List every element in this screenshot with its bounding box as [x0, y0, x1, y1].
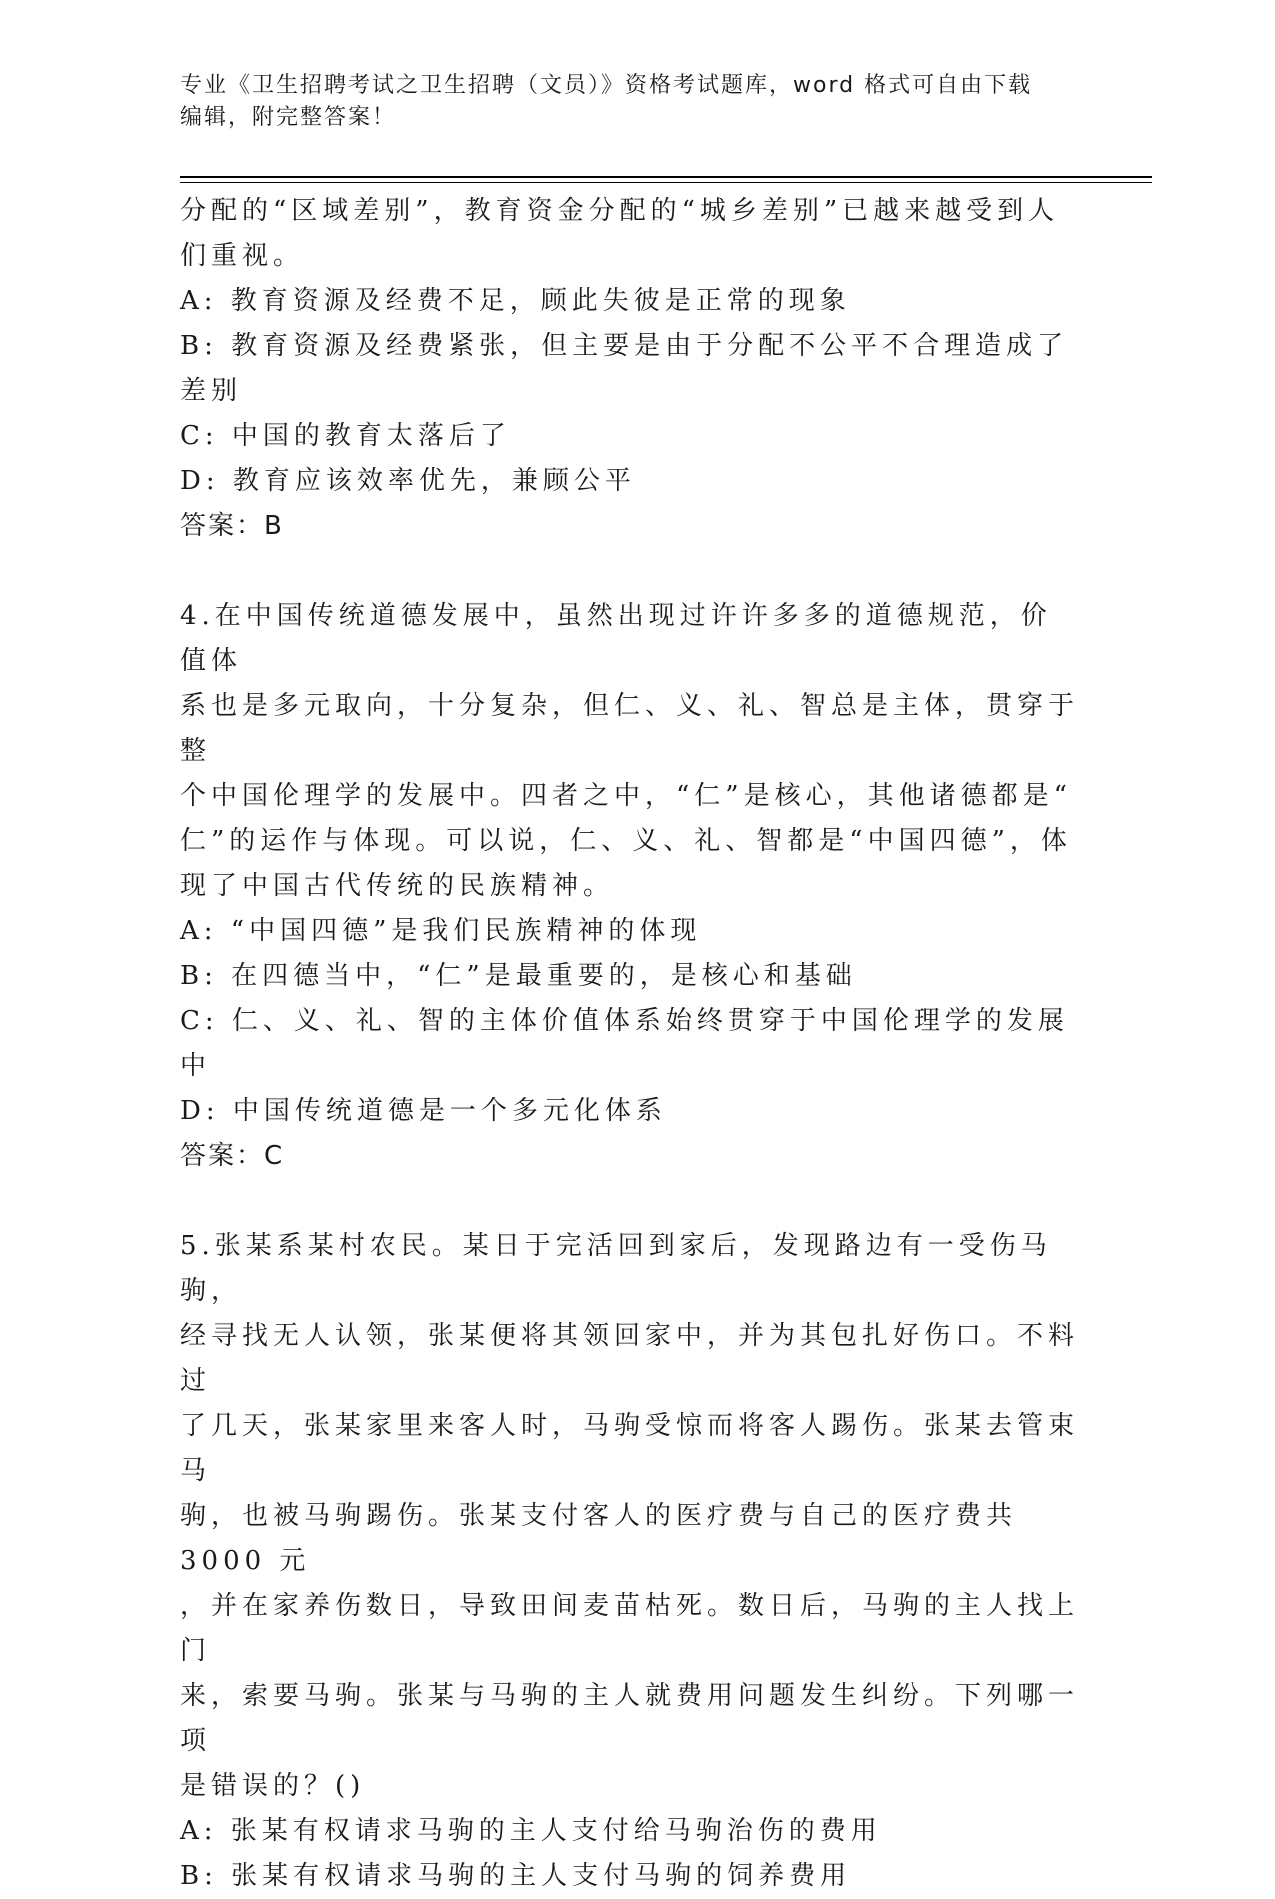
header-rule-thin: [180, 182, 1152, 183]
option-d: D: 教育应该效率优先，兼顾公平: [180, 466, 636, 496]
question-text-line: 驹，也被马驹踢伤。张某支付客人的医疗费与自己的医疗费共 3000 元: [180, 1501, 1018, 1576]
header-line-1: 专业《卫生招聘考试之卫生招聘（文员）》资格考试题库，word 格式可自由下载: [180, 73, 1033, 98]
question-text-line: 分配的“区域差别”，教育资金分配的“城乡差别”已越来越受到人: [180, 196, 1060, 226]
option-c: C: 中国的教育太落后了: [180, 421, 511, 451]
question-text-line: 仁”的运作与体现。可以说，仁、义、礼、智都是“中国四德”，体: [180, 826, 1072, 856]
question-text-line: 个中国伦理学的发展中。四者之中，“仁”是核心，其他诸德都是“: [180, 781, 1072, 811]
header-rule-thick: [180, 176, 1152, 178]
question-text-line: 现了中国古代传统的民族精神。: [180, 871, 615, 901]
option-a: A: “中国四德”是我们民族精神的体现: [180, 916, 702, 946]
question-text-line: 们重视。: [180, 241, 305, 271]
question-text-line: 是错误的？(): [180, 1771, 366, 1801]
question-text-line: ，并在家养伤数日，导致田间麦苗枯死。数日后，马驹的主人找上门: [180, 1591, 1080, 1666]
question-spacer: [180, 549, 1080, 594]
option-b: B: 教育资源及经费紧张，但主要是由于分配不公平不合理造成了差别: [180, 331, 1069, 406]
question-4: [180, 594, 1080, 1179]
document-body: [180, 189, 1080, 1899]
option-a: A: 教育资源及经费不足，顾此失彼是正常的现象: [180, 286, 851, 316]
question-text-line: 系也是多元取向，十分复杂，但仁、义、礼、智总是主体，贯穿于整: [180, 691, 1080, 766]
question-text-line: 来，索要马驹。张某与马驹的主人就费用问题发生纠纷。下列哪一项: [180, 1681, 1080, 1756]
option-d: D: 中国传统道德是一个多元化体系: [180, 1096, 667, 1126]
question-3: [180, 189, 1080, 549]
option-c: C: 仁、义、礼、智的主体价值体系始终贯穿于中国伦理学的发展中: [180, 1006, 1069, 1081]
question-text-line: 4.在中国传统道德发展中，虽然出现过许许多多的道德规范，价值体: [180, 601, 1052, 676]
question-text-line: 经寻找无人认领，张某便将其领回家中，并为其包扎好伤口。不料过: [180, 1321, 1080, 1396]
document-header: [180, 70, 1080, 134]
question-5: [180, 1224, 1080, 1899]
question-spacer: [180, 1179, 1080, 1224]
answer: 答案：B: [180, 511, 284, 541]
option-b: B: 张某有权请求马驹的主人支付马驹的饲养费用: [180, 1861, 852, 1891]
header-line-2: 编辑，附完整答案！: [180, 105, 397, 130]
option-b: B: 在四德当中，“仁”是最重要的，是核心和基础: [180, 961, 857, 991]
question-text-line: 5.张某系某村农民。某日于完活回到家后，发现路边有一受伤马驹，: [180, 1231, 1052, 1306]
answer: 答案：C: [180, 1141, 285, 1171]
option-a: A: 张某有权请求马驹的主人支付给马驹治伤的费用: [180, 1816, 882, 1846]
question-text-line: 了几天，张某家里来客人时，马驹受惊而将客人踢伤。张某去管束马: [180, 1411, 1080, 1486]
